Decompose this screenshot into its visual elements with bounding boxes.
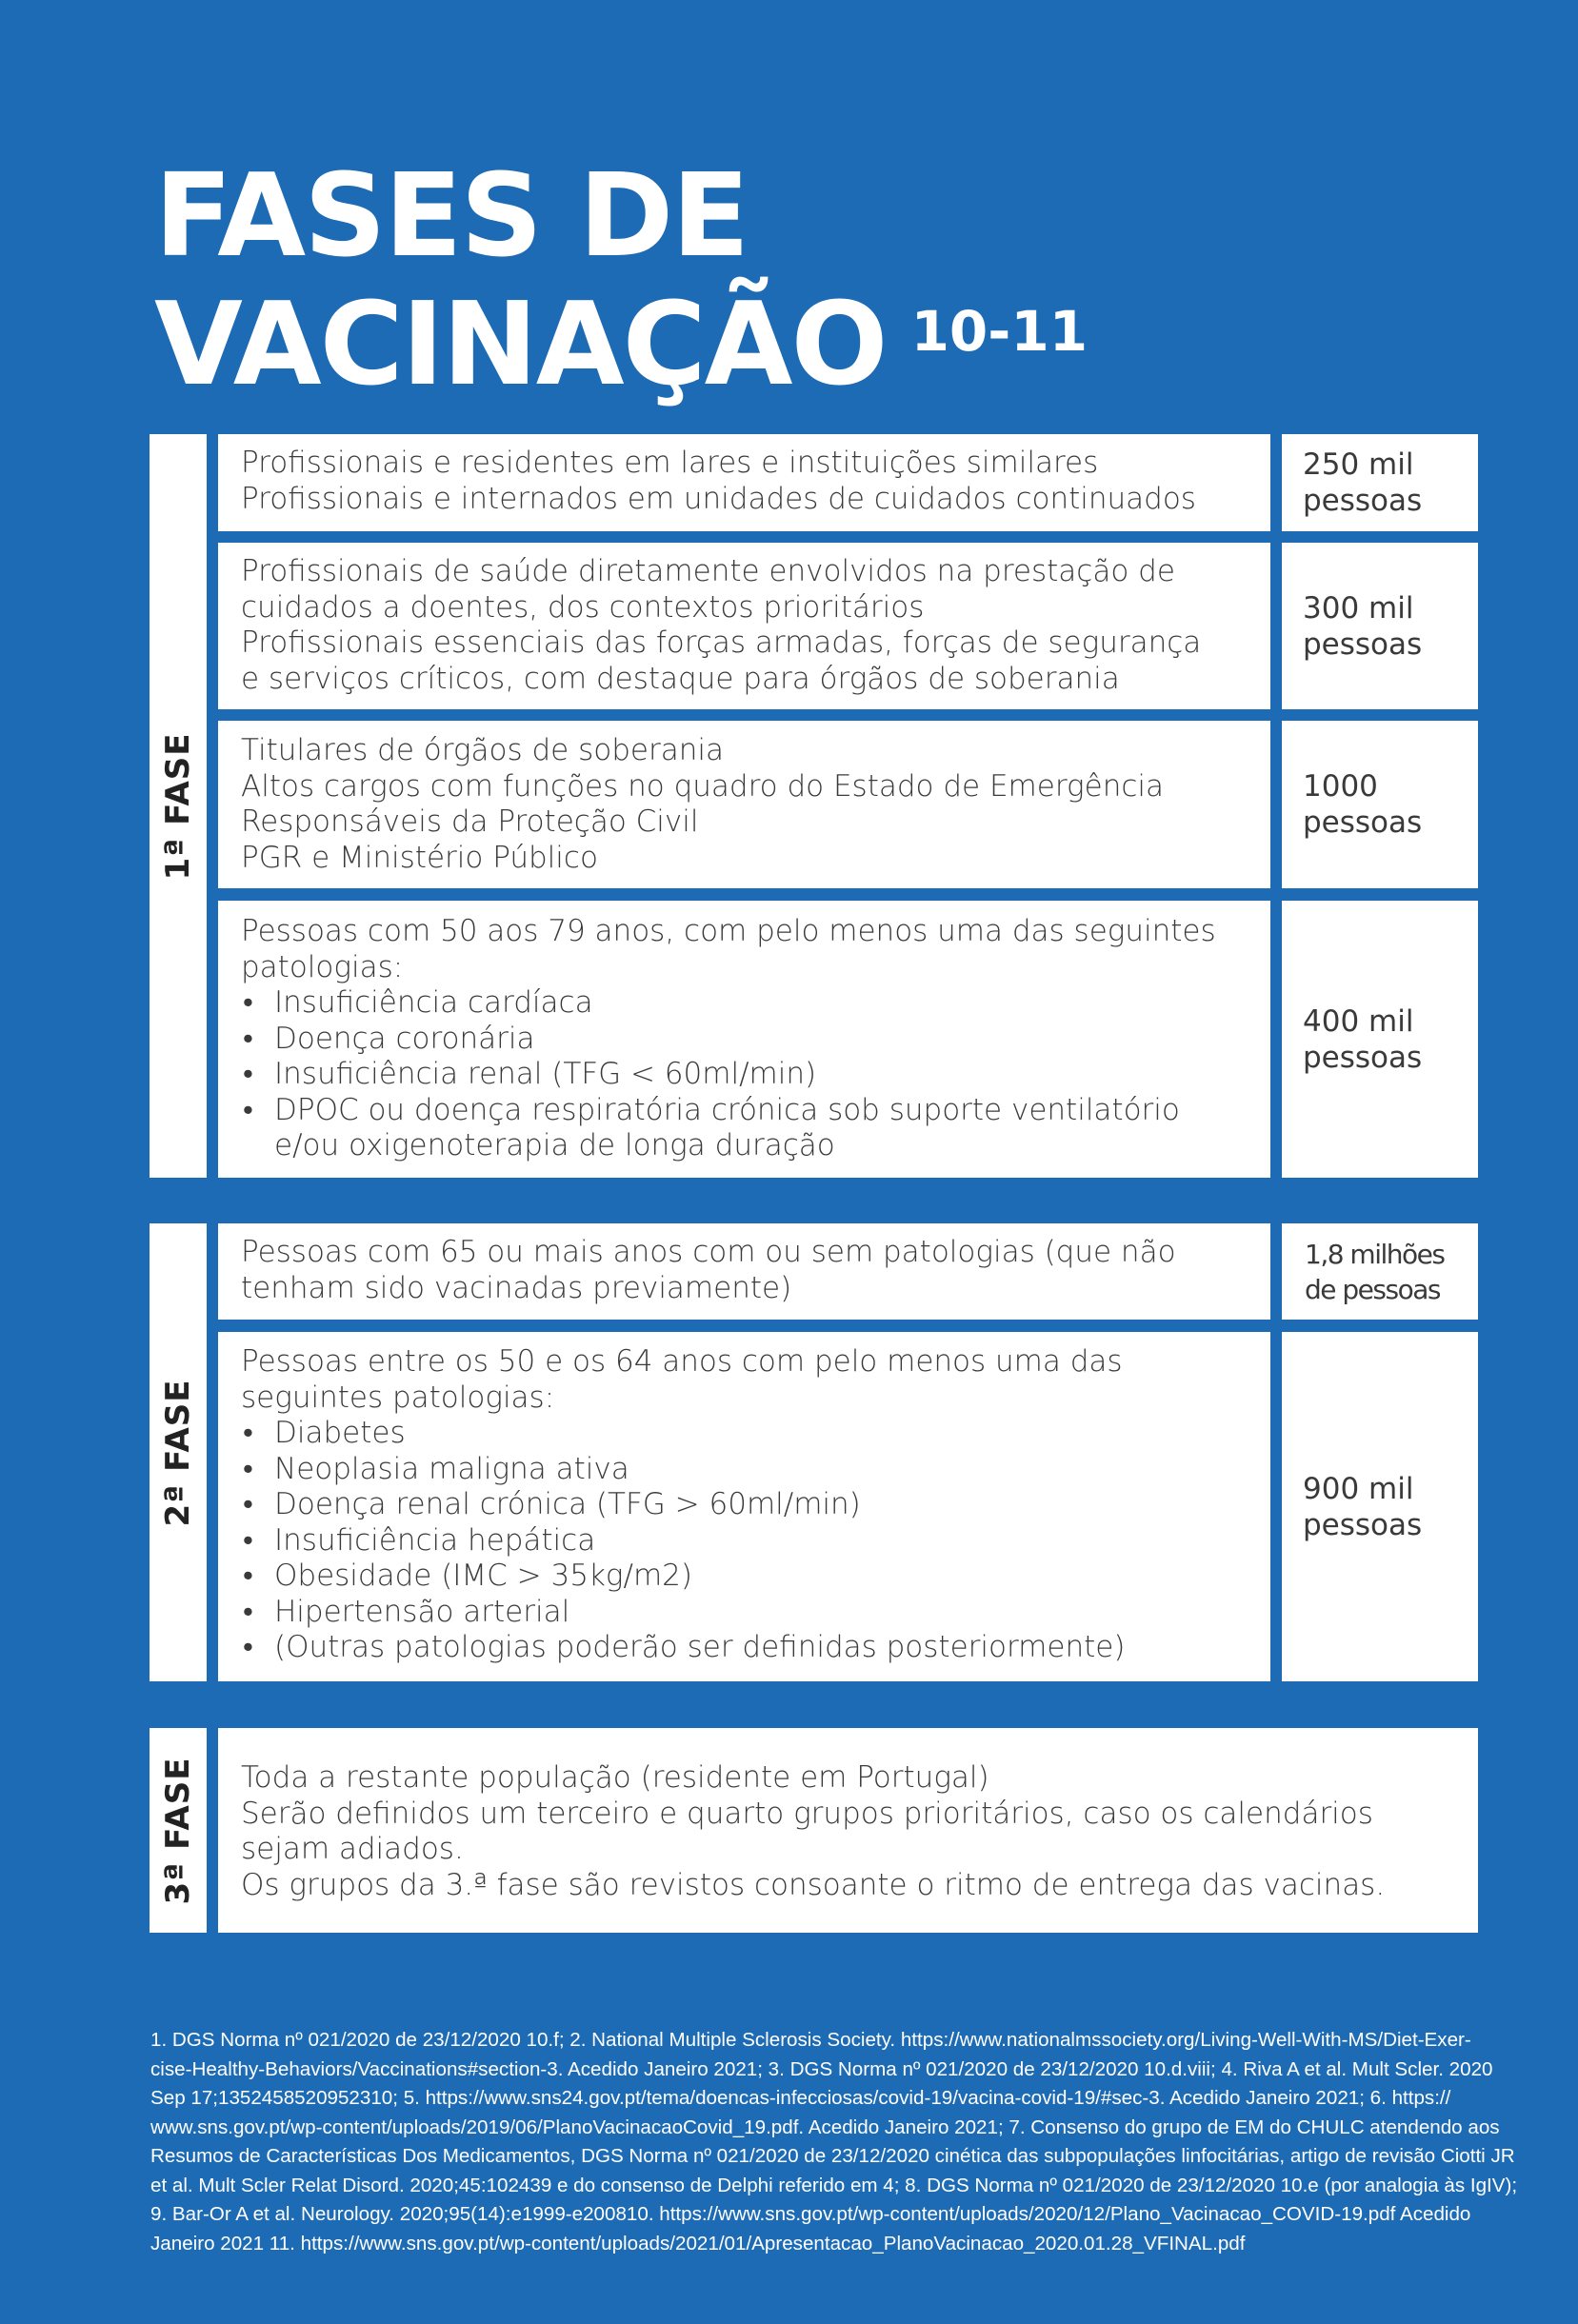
phase-2-label: 2ª FASE	[150, 1223, 207, 1681]
list-item: • Obesidade (IMC > 35kg/m2)	[241, 1559, 1248, 1595]
reference-line: 9. Bar-Or A et al. Neurology. 2020;95(14):e1999-e200810. https://www.sns.gov.pt/wp-content/uploads/2020/12/Plano_Vacinacao_COVID-19.pdf Acedido	[150, 2203, 1471, 2225]
phase-1-label: 1ª FASE	[150, 434, 207, 1178]
phase-1-row-1-count: 250 mil pessoas	[1282, 434, 1478, 531]
list-item: • Doença coronária	[241, 1022, 1248, 1058]
list-item: • Diabetes	[241, 1416, 1248, 1452]
list-item: • Doença renal crónica (TFG > 60ml/min)	[241, 1487, 1248, 1523]
phase-2-row-1-count: 1,8 milhões de pessoas	[1282, 1223, 1478, 1320]
reference-line: Resumos de Características Dos Medicamentos, DGS Norma nº 021/2020 de 23/12/2020 cinética das subpopulações linfocitárias, artigo de revisão Ciotti JR	[150, 2145, 1515, 2167]
page-title	[154, 152, 1088, 409]
phase-1-row-4-count: 400 mil pessoas	[1282, 901, 1478, 1178]
list-item: • Insuficiência cardíaca	[241, 985, 1248, 1022]
phase-2-row-1	[218, 1223, 1478, 1320]
phase-3-label: 3ª FASE	[150, 1728, 207, 1933]
phase-1-row-4	[218, 901, 1478, 1178]
list-item: • (Outras patologias poderão ser definidas posteriormente)	[241, 1630, 1248, 1666]
phase-3	[150, 1728, 1478, 1933]
reference-line: Janeiro 2021 11. https://www.sns.gov.pt/wp-content/uploads/2021/01/Apresentacao_PlanoVacinacao_2020.01.28_VFINAL.pdf	[150, 2232, 1246, 2254]
title-line-1: FASES DE	[154, 150, 749, 283]
title-references: 10-11	[910, 299, 1089, 364]
list-item: • Hipertensão arterial	[241, 1595, 1248, 1631]
phase-2-row-2-count: 900 mil pessoas	[1282, 1332, 1478, 1681]
list-item: • Neoplasia maligna ativa	[241, 1452, 1248, 1488]
references	[150, 2026, 1518, 2258]
reference-line: Sep 17;1352458520952310; 5. https://www.sns24.gov.pt/tema/doencas-infecciosas/covid-19/vacina-covid-19/#sec-3. Acedido Janeiro 2021; 6. https://	[150, 2087, 1451, 2109]
list-item: • DPOC ou doença respiratória crónica sob suporte ventilatório	[241, 1093, 1248, 1129]
reference-line: 1. DGS Norma nº 021/2020 de 23/12/2020 10.f; 2. National Multiple Sclerosis Society. https://www.nationalmssociety.org/Living-Well-With-MS/Diet-Exer-	[150, 2029, 1471, 2051]
list-item-continuation: e/ou oxigenoterapia de longa duração	[274, 1128, 835, 1162]
phase-2	[150, 1223, 1478, 1681]
title-line-2-text: VACINAÇÃO	[154, 279, 887, 411]
phase-1-row-2	[218, 543, 1478, 709]
phase-1-row-1	[218, 434, 1478, 531]
phase-1-row-1-description: Profissionais e residentes em lares e instituições similares Profissionais e internados em unidades de cuidados continuados	[218, 434, 1270, 531]
reference-line: et al. Mult Scler Relat Disord. 2020;45:102439 e do consenso de Delphi referido em 4; 8. DGS Norma nº 021/2020 de 23/12/2020 10.e (por analogia às IgIV);	[150, 2174, 1518, 2196]
phase-1-row-3-description: Titulares de órgãos de soberania Altos cargos com funções no quadro do Estado de Emergência Responsáveis da Proteção Civil PGR e Ministério Público	[218, 721, 1270, 888]
phase-3-row-1	[218, 1728, 1478, 1933]
title-line-2	[154, 281, 1088, 409]
reference-line: www.sns.gov.pt/wp-content/uploads/2019/06/PlanoVacinacaoCovid_19.pdf. Acedido Janeiro 2021; 7. Consenso do grupo de EM do CHULC atendendo aos	[150, 2115, 1500, 2138]
phase-1-row-2-count: 300 mil pessoas	[1282, 543, 1478, 709]
phase-1-row-3-count: 1000 pessoas	[1282, 721, 1478, 888]
phase-2-row-2	[218, 1332, 1478, 1681]
phase-1-row-2-description: Profissionais de saúde diretamente envolvidos na prestação de cuidados a doentes, dos contextos prioritários Profissionais essenciais das forças armadas, forças de segurança e serviços críticos, com destaque para órgãos de soberania	[218, 543, 1270, 709]
reference-line: cise-Healthy-Behaviors/Vaccinations#section-3. Acedido Janeiro 2021; 3. DGS Norma nº 021/2020 de 23/12/2020 10.d.viii; 4. Riva A et al. Mult Scler. 2020	[150, 2057, 1493, 2080]
list-item: • Insuficiência hepática	[241, 1523, 1248, 1559]
list-item: • Insuficiência renal (TFG < 60ml/min)	[241, 1057, 1248, 1093]
phase-2-row-1-description: Pessoas com 65 ou mais anos com ou sem patologias (que não tenham sido vacinadas previamente)	[218, 1223, 1270, 1320]
phase-1-row-3	[218, 721, 1478, 888]
phase-1	[150, 434, 1478, 1178]
phase-2-row-2-description: Pessoas entre os 50 e os 64 anos com pelo menos uma das seguintes patologias: • Diabetes • Neoplasia maligna ativa • Doença renal crónica (TFG > 60ml/min) • Insuficiência hepática • Obesidade (IMC > 35kg/m2) • Hipertensão arterial • (Outras patologias poderão ser definidas posteriormente)	[218, 1332, 1270, 1681]
phase-3-row-1-description: Toda a restante população (residente em Portugal) Serão definidos um terceiro e quarto grupos prioritários, caso os calendários sejam adiados. Os grupos da 3.ª fase são revistos consoante o ritmo de entrega das vacinas.	[218, 1728, 1478, 1933]
phase-1-row-4-description: Pessoas com 50 aos 79 anos, com pelo menos uma das seguintes patologias: • Insuficiência cardíaca • Doença coronária • Insuficiência renal (TFG < 60ml/min) • DPOC ou doença respiratória crónica sob suporte ventilatório e/ou oxigenoterapia de longa duração	[218, 901, 1270, 1178]
